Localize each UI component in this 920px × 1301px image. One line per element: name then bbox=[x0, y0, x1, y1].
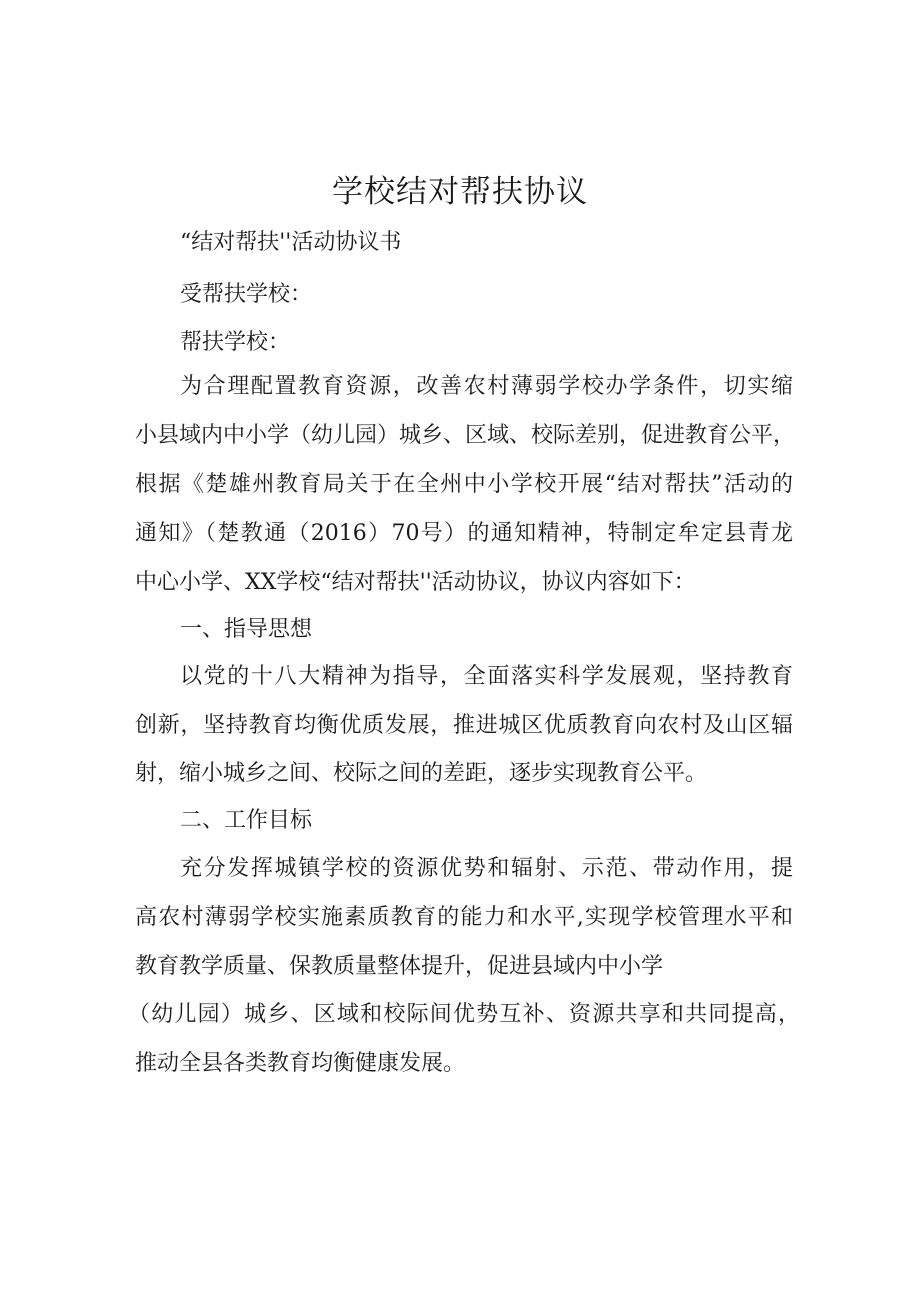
section2-line-1: 充分发挥城镇学校的资源优势和辐射、示范、带动作用，提 bbox=[180, 856, 793, 881]
document-title: 学校结对帮扶协议 bbox=[332, 174, 588, 210]
intro-line-3: 根据《楚雄州教育局关于在全州中小学校开展“结对帮扶”活动的 bbox=[135, 472, 793, 497]
intro-line-4: 通知》（楚教通（2016）70号）的通知精神，特制定牟定县青龙 bbox=[135, 521, 793, 546]
helper-school-label: 帮扶学校： bbox=[180, 330, 291, 355]
section1-line-3: 射，缩小城乡之间、校际之间的差距，逐步实现教育公平。 bbox=[135, 761, 708, 786]
section2-heading: 二、工作目标 bbox=[180, 808, 313, 833]
section1-line-2: 创新，坚持教育均衡优质发展，推进城区优质教育向农村及山区辐 bbox=[135, 713, 793, 738]
document-subtitle: “结对帮扶''活动协议书 bbox=[180, 230, 402, 255]
section2-line-3: 教育教学质量、保教质量整体提升，促进县域内中小学 bbox=[135, 954, 664, 979]
section2-line-4: （幼儿园）城乡、区域和校际间优势互补、资源共享和共同提高， bbox=[128, 1002, 800, 1027]
section2-line-2: 高农村薄弱学校实施素质教育的能力和水平,实现学校管理水平和 bbox=[135, 905, 793, 930]
section1-line-1: 以党的十八大精神为指导，全面落实科学发展观，坚持教育 bbox=[180, 664, 793, 689]
intro-line-2: 小县域内中小学（幼儿园）城乡、区域、校际差别，促进教育公平， bbox=[135, 423, 796, 448]
recipient-school-label: 受帮扶学校： bbox=[180, 282, 313, 307]
intro-line-5: 中心小学、XX学校“结对帮扶''活动协议，协议内容如下： bbox=[135, 570, 696, 595]
intro-line-1: 为合理配置教育资源，改善农村薄弱学校办学条件，切实缩 bbox=[180, 374, 793, 399]
section2-line-5: 推动全县各类教育均衡健康发展。 bbox=[135, 1051, 466, 1076]
section1-heading: 一、指导思想 bbox=[180, 617, 313, 642]
